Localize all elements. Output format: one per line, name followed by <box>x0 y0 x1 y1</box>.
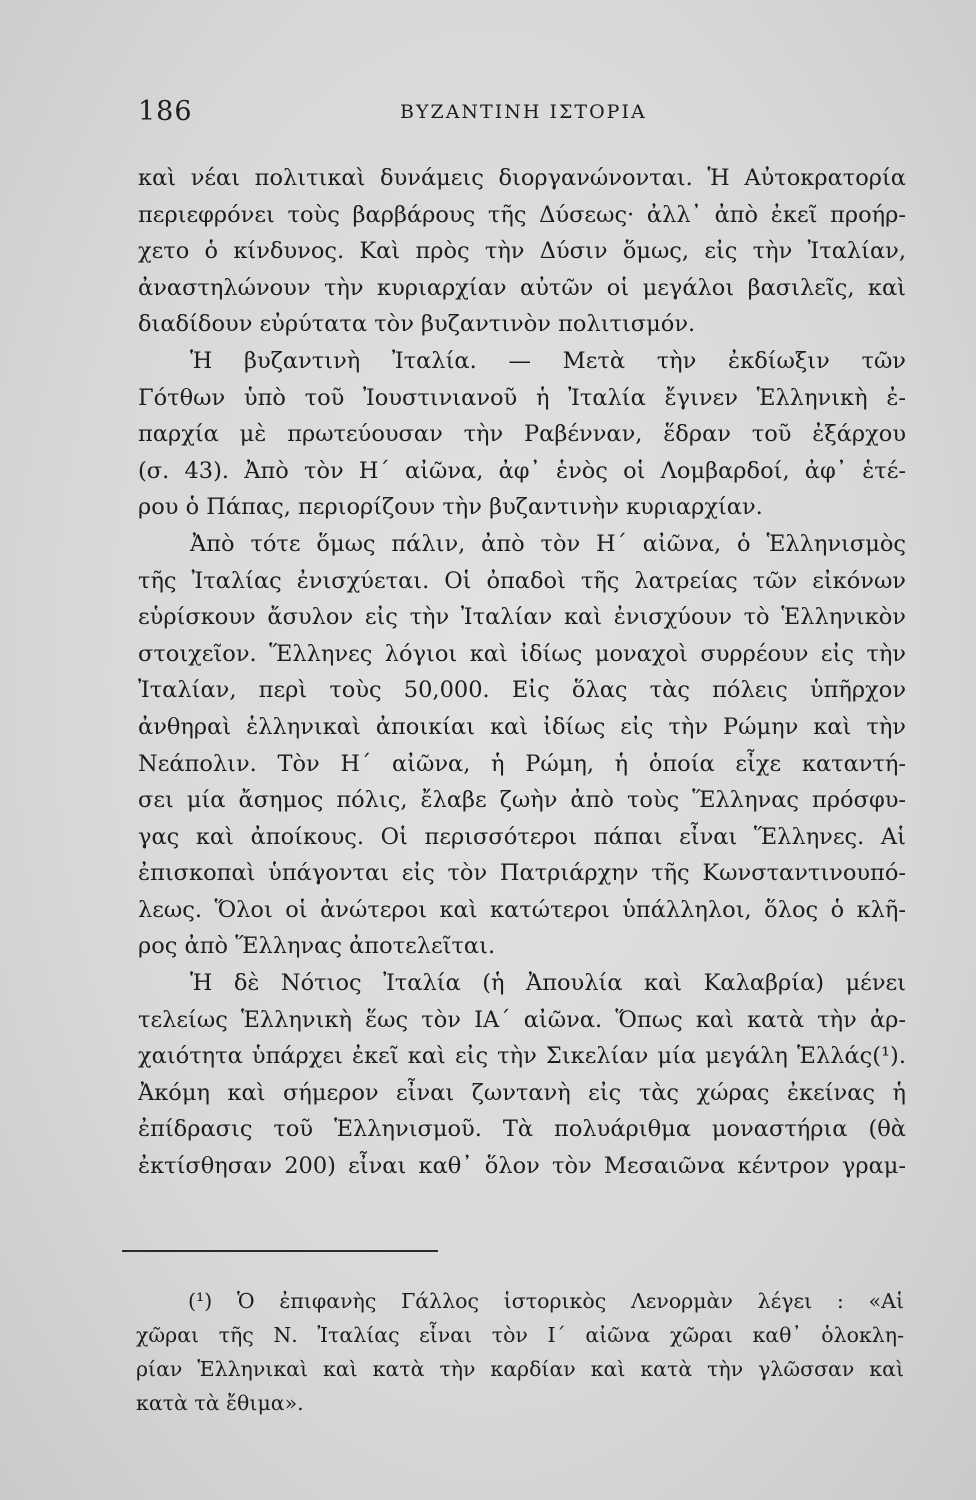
text-line: καὶ νέαι πολιτικαὶ δυνάμεις διοργανώνονται. Ἡ Αὐτοκρατορία <box>138 165 906 191</box>
text-line: Νεάπολιν. Τὸν Η΄ αἰῶνα, ἡ Ρώμη, ἡ ὁποία εἶχε καταντή- <box>138 750 906 777</box>
text-line: περιεφρόνει τοὺς βαρβάρους τῆς Δύσεως· ἀλλ᾽ ἀπὸ ἐκεῖ προήρ- <box>138 201 906 228</box>
text-line: εὑρίσκουν ἄσυλον εἰς τὴν Ἰταλίαν καὶ ἐνισχύουν τὸ Ἑλληνικὸν <box>138 604 906 631</box>
text-line: στοιχεῖον. Ἕλληνες λόγιοι καὶ ἰδίως μοναχοὶ συρρέουν εἰς τὴν <box>138 640 906 667</box>
text-line: ἀνθηραὶ ἑλληνικαὶ ἀποικίαι καὶ ἰδίως εἰς τὴν Ρώμην καὶ τὴν <box>138 713 906 740</box>
text-line: ἐκτίσθησαν 200) εἶναι καθ᾽ ὅλον τὸν Μεσαιῶνα κέντρον γραμ- <box>138 1153 906 1180</box>
paragraph-start-line: Ἀπὸ τότε ὅμως πάλιν, ἀπὸ τὸν Η΄ αἰῶνα, ὁ Ἑλληνισμὸς <box>190 530 906 557</box>
text-line: Ἀκόμη καὶ σήμερον εἶναι ζωντανὴ εἰς τὰς χώρας ἐκείνας ἡ <box>138 1079 906 1106</box>
text-line: Γότθων ὑπὸ τοῦ Ἰουστινιανοῦ ἡ Ἰταλία ἔγινεν Ἑλληνικὴ ἐ- <box>138 384 906 411</box>
text-line: Ἰταλίαν, περὶ τοὺς 50,000. Εἰς ὅλας τὰς πόλεις ὑπῆρχον <box>138 677 906 704</box>
section-heading-line: Ἡ βυζαντινὴ Ἰταλία. — Μετὰ τὴν ἐκδίωξιν τῶν <box>190 347 906 374</box>
footnote-divider <box>122 1250 438 1252</box>
running-head: ΒΥΖΑΝΤΙΝΗ ΙΣΤΟΡΙΑ <box>400 101 647 123</box>
text-line: σει μία ἄσημος πόλις, ἔλαβε ζωὴν ἀπὸ τοὺς Ἕλληνας πρόσφυ- <box>138 787 906 814</box>
footnotes <box>136 1284 904 1420</box>
text-line: χαιότητα ὑπάρχει ἐκεῖ καὶ εἰς τὴν Σικελίαν μία μεγάλη Ἑλλάς(¹). <box>138 1043 906 1070</box>
page-header <box>0 96 976 136</box>
text-line: γας καὶ ἀποίκους. Οἱ περισσότεροι πάπαι εἶναι Ἕλληνες. Αἱ <box>138 823 906 850</box>
text-line: παρχία μὲ πρωτεύουσαν τὴν Ραβένναν, ἕδραν τοῦ ἐξάρχου <box>138 421 906 448</box>
text-line: ἐπισκοπαὶ ὑπάγονται εἰς τὸν Πατριάρχην τῆς Κωνσταντινουπό- <box>138 860 906 887</box>
text-line: ρου ὁ Πάπας, περιορίζουν τὴν βυζαντινὴν κυριαρχίαν. <box>138 494 763 521</box>
text-line: λεως. Ὅλοι οἱ ἀνώτεροι καὶ κατώτεροι ὑπάλληλοι, ὅλος ὁ κλῆ- <box>138 896 906 923</box>
text-line: χετο ὁ κίνδυνος. Καὶ πρὸς τὴν Δύσιν ὅμως, εἰς τὴν Ἰταλίαν, <box>138 238 906 265</box>
text-line: τελείως Ἑλληνικὴ ἕως τὸν ΙΑ΄ αἰῶνα. Ὅπως καὶ κατὰ τὴν ἀρ- <box>138 1006 906 1033</box>
text-line: (σ. 43). Ἀπὸ τὸν Η΄ αἰῶνα, ἀφ᾽ ἑνὸς οἱ Λομβαρδοί, ἀφ᾽ ἑτέ- <box>138 457 906 484</box>
paragraph-start-line: Ἡ δὲ Νότιος Ἰταλία (ἡ Ἀπουλία καὶ Καλαβρία) μένει <box>190 970 906 997</box>
page-number: 186 <box>138 96 193 127</box>
main-text <box>138 160 906 1185</box>
text-line: ἐπίδρασις τοῦ Ἑλληνισμοῦ. Τὰ πολυάριθμα μοναστήρια (θὰ <box>138 1116 906 1143</box>
footnote-line: χῶραι τῆς Ν. Ἰταλίας εἶναι τὸν Ι΄ αἰῶνα χῶραι καθ᾽ ὁλοκλη- <box>136 1323 904 1347</box>
footnote-line: (¹) Ὁ ἐπιφανὴς Γάλλος ἱστορικὸς Λενορμὰν λέγει : «Αἱ <box>188 1289 904 1313</box>
footnote-line: κατὰ τὰ ἔθιμα». <box>136 1391 304 1415</box>
text-line: διαδίδουν εὐρύτατα τὸν βυζαντινὸν πολιτισμόν. <box>138 311 696 338</box>
text-line: ἀναστηλώνουν τὴν κυριαρχίαν αὐτῶν οἱ μεγάλοι βασιλεῖς, καὶ <box>138 274 906 301</box>
text-line: τῆς Ἰταλίας ἐνισχύεται. Οἱ ὀπαδοὶ τῆς λατρείας τῶν εἰκόνων <box>138 567 906 594</box>
footnote-line: ρίαν Ἑλληνικαὶ καὶ κατὰ τὴν καρδίαν καὶ κατὰ τὴν γλῶσσαν καὶ <box>136 1357 904 1381</box>
text-line: ρος ἀπὸ Ἕλληνας ἀποτελεῖται. <box>138 933 496 960</box>
